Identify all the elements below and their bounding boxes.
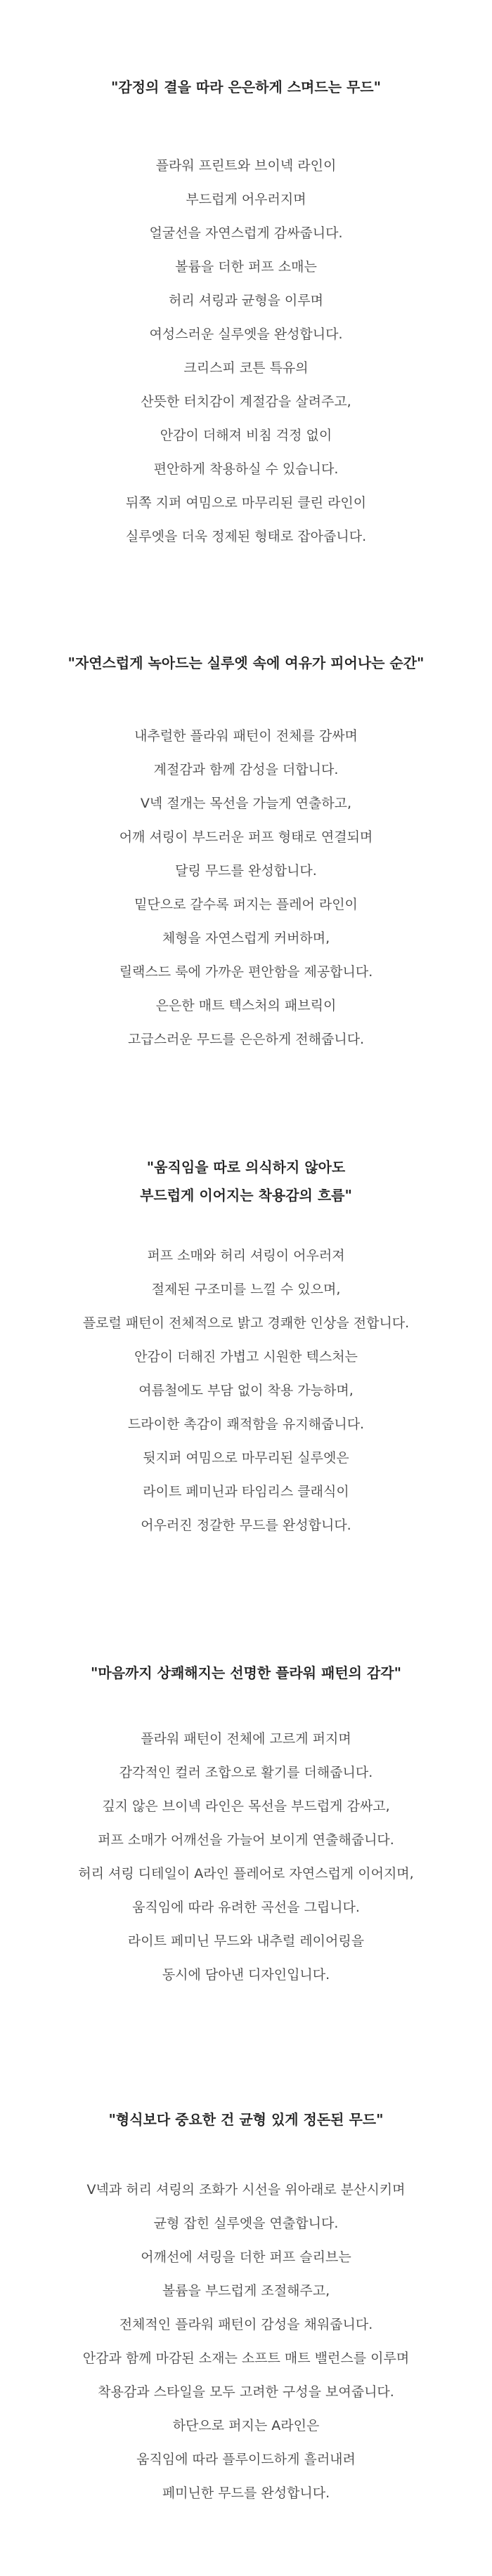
body-line: 움직임에 따라 플루이드하게 흘러내려 (136, 2452, 356, 2467)
heading-line: "움직임을 따로 의식하지 않아도 (146, 1159, 346, 1176)
section-heading (0, 73, 492, 101)
body-line: 어깨 셔링이 부드러운 퍼프 형태로 연결되며 (119, 829, 373, 845)
body-line: 뒤쪽 지퍼 여밈으로 마무리된 클린 라인이 (125, 495, 367, 511)
body-line: 안감이 더해진 가볍고 시원한 텍스처는 (134, 1349, 358, 1365)
body-line: 감각적인 컬러 조합으로 활기를 더해줍니다. (119, 1765, 373, 1780)
section-body (0, 1722, 492, 1992)
body-line: 퍼프 소매와 허리 셔링이 어우러져 (147, 1248, 345, 1263)
body-line: 플라워 패턴이 전체에 고르게 퍼지며 (141, 1731, 351, 1747)
body-line: 안감이 더해져 비침 걱정 없이 (160, 428, 332, 443)
body-line: 착용감과 스타일을 모두 고려한 구성을 보여줍니다. (98, 2384, 394, 2400)
heading-line: "자연스럽게 녹아드는 실루엣 속에 여유가 피어나는 순간" (67, 655, 425, 671)
section-heading (0, 2105, 492, 2134)
body-line: 전체적인 플라워 패턴이 감성을 채워줍니다. (119, 2317, 373, 2332)
body-line: 은은한 매트 텍스처의 패브릭이 (155, 998, 337, 1013)
body-line: 여름철에도 부담 없이 착용 가능하며, (138, 1383, 354, 1398)
section-body (0, 149, 492, 553)
body-line: 라이트 페미닌 무드와 내추럴 레이어링을 (127, 1933, 365, 1949)
body-line: 여성스러운 실루엣을 완성합니다. (149, 327, 343, 342)
section-body (0, 2173, 492, 2510)
body-line: 절제된 구조미를 느낄 수 있으며, (151, 1282, 341, 1297)
description-section-4 (0, 1659, 492, 1992)
body-line: V넥 절개는 목선을 가늘게 연출하고, (140, 796, 352, 811)
body-line: 체형을 자연스럽게 커버하며, (162, 931, 330, 946)
body-line: 페미닌한 무드를 완성합니다. (162, 2485, 330, 2501)
body-line: 내추럴한 플라워 패턴이 전체를 감싸며 (134, 728, 358, 744)
description-section-2 (0, 649, 492, 1056)
body-line: 볼륨을 더한 퍼프 소매는 (175, 259, 317, 275)
heading-line: "마음까지 상쾌해지는 선명한 플라워 패턴의 감각" (90, 1664, 402, 1681)
heading-line: 부드럽게 이어지는 착용감의 흐름" (140, 1187, 352, 1204)
body-line: 달링 무드를 완성합니다. (175, 863, 317, 879)
body-line: 라이트 페미닌과 타임리스 클래식이 (143, 1484, 349, 1499)
body-line: 플로럴 패턴이 전체적으로 밝고 경쾌한 인상을 전합니다. (82, 1315, 410, 1331)
section-heading (0, 1659, 492, 1687)
heading-line: "형식보다 중요한 건 균형 있게 정돈된 무드" (108, 2111, 384, 2128)
body-line: 실루엣을 더욱 정제된 형태로 잡아줍니다. (125, 529, 367, 544)
body-line: 산뜻한 터치감이 계절감을 살려주고, (141, 394, 351, 409)
body-line: 안감과 함께 마감된 소재는 소프트 매트 밸런스를 이루며 (82, 2351, 410, 2366)
body-line: 계절감과 함께 감성을 더합니다. (153, 762, 339, 777)
body-line: 허리 셔링과 균형을 이루며 (168, 293, 323, 308)
body-line: 편안하게 착용하실 수 있습니다. (153, 461, 339, 477)
body-line: 움직임에 따라 유려한 곡선을 그립니다. (132, 1900, 360, 1915)
body-line: 볼륨을 부드럽게 조절해주고, (162, 2283, 330, 2299)
section-body (0, 1239, 492, 1542)
description-section-5 (0, 2105, 492, 2510)
body-line: 어깨선에 셔링을 더한 퍼프 슬리브는 (141, 2249, 351, 2265)
description-section-1 (0, 73, 492, 553)
body-line: 퍼프 소매가 어깨선을 가늘어 보이게 연출해줍니다. (98, 1832, 394, 1848)
section-body (0, 719, 492, 1056)
body-line: 밑단으로 갈수록 퍼지는 플레어 라인이 (134, 897, 358, 912)
body-line: 균형 잡힌 실루엣을 연출합니다. (153, 2216, 339, 2231)
body-line: V넥과 허리 셔링의 조화가 시선을 위아래로 분산시키며 (86, 2182, 406, 2197)
section-heading (0, 1153, 492, 1209)
body-line: 플라워 프린트와 브이넥 라인이 (155, 158, 337, 173)
body-line: 얼굴선을 자연스럽게 감싸줍니다. (149, 225, 343, 241)
body-line: 깊지 않은 브이넥 라인은 목선을 부드럽게 감싸고, (102, 1799, 390, 1814)
body-line: 허리 셔링 디테일이 A라인 플레어로 자연스럽게 이어지며, (78, 1866, 414, 1881)
body-line: 뒷지퍼 여밈으로 마무리된 실루엣은 (143, 1450, 349, 1466)
body-line: 동시에 담아낸 디자인입니다. (162, 1967, 330, 1983)
description-section-3 (0, 1153, 492, 1542)
body-line: 어우러진 정갈한 무드를 완성합니다. (141, 1518, 351, 1533)
section-heading (0, 649, 492, 677)
body-line: 크리스피 코튼 특유의 (183, 360, 309, 376)
body-line: 하단으로 퍼지는 A라인은 (172, 2418, 320, 2433)
body-line: 부드럽게 어우러지며 (186, 192, 306, 207)
body-line: 고급스러운 무드를 은은하게 전해줍니다. (127, 1032, 365, 1047)
body-line: 릴랙스드 룩에 가까운 편안함을 제공합니다. (119, 964, 373, 980)
body-line: 드라이한 촉감이 쾌적함을 유지해줍니다. (127, 1417, 365, 1432)
heading-line: "감정의 결을 따라 은은하게 스며드는 무드" (110, 79, 382, 96)
